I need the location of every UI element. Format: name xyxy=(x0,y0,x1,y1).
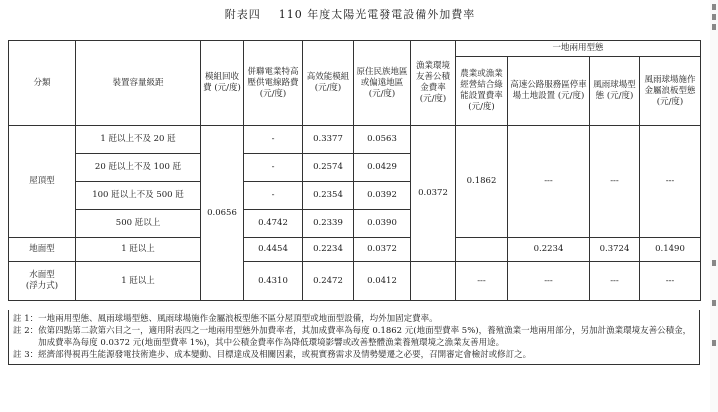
cell-capacity: 1 瓩以上 xyxy=(76,238,201,262)
header-agri: 農業或漁業經營結合綠能設置費率(元/度) xyxy=(456,57,508,126)
header-metal-roof: 風雨球場施作金屬浪板型態 (元/度) xyxy=(640,57,701,126)
cell-aboriginal: 0.0429 xyxy=(354,154,411,182)
note-tag: 註 2： xyxy=(13,326,39,336)
cell-highway: --- xyxy=(508,262,590,301)
cell-agri: --- xyxy=(456,262,508,301)
cell-efficiency: 0.2574 xyxy=(303,154,354,182)
cell-capacity: 1 瓩以上 xyxy=(76,262,201,301)
header-grid: 併聯電業特高壓供電線路費(元/度) xyxy=(244,41,303,126)
header-aboriginal: 原住民族地區或偏遠地區 (元/度) xyxy=(354,41,411,126)
cell-efficiency: 0.2354 xyxy=(303,182,354,210)
cell-rain-shelter: --- xyxy=(590,262,640,301)
cell-metal-roof: 0.1490 xyxy=(640,238,701,262)
cell-grid: - xyxy=(244,182,303,210)
table-number: 附表四 xyxy=(224,8,261,21)
cell-recycle: 0.0656 xyxy=(201,126,244,301)
note-item xyxy=(13,325,695,349)
table-row xyxy=(9,238,701,262)
cell-efficiency: 0.2472 xyxy=(303,262,354,301)
note-tag: 註 1： xyxy=(13,314,39,324)
cell-capacity: 20 瓩以上不及 100 瓩 xyxy=(76,154,201,182)
cell-rain-shelter: --- xyxy=(590,126,640,238)
cell-efficiency: 0.2339 xyxy=(303,210,354,238)
cell-aboriginal: 0.0392 xyxy=(354,182,411,210)
cell-grid: - xyxy=(244,126,303,154)
cell-aboriginal: 0.0372 xyxy=(354,238,411,262)
cell-fishery-fund xyxy=(411,262,456,301)
cell-efficiency: 0.3377 xyxy=(303,126,354,154)
cell-rain-shelter: 0.3724 xyxy=(590,238,640,262)
cell-grid: 0.4742 xyxy=(244,210,303,238)
table-title-text: 110 年度太陽光電發電設備外加費率 xyxy=(278,8,476,21)
header-fishery-fund: 漁業環境友善公積金費率 (元/度) xyxy=(411,41,456,126)
header-recycle: 模組回收費 (元/度) xyxy=(201,41,244,126)
table-row xyxy=(9,262,701,301)
cell-category: 水面型 (浮力式) xyxy=(9,262,76,301)
cell-agri: 0.1862 xyxy=(456,126,508,238)
note-item xyxy=(13,349,695,361)
cell-aboriginal: 0.0390 xyxy=(354,210,411,238)
cell-efficiency: 0.2234 xyxy=(303,238,354,262)
header-group-dual-use: 一地兩用型態 xyxy=(456,41,701,57)
cell-highway: 0.2234 xyxy=(508,238,590,262)
edge-mark xyxy=(712,300,716,306)
notes-section xyxy=(8,310,700,365)
header-category: 分類 xyxy=(9,41,76,126)
cell-grid: 0.4454 xyxy=(244,238,303,262)
table-title xyxy=(0,6,718,22)
edge-mark xyxy=(712,260,716,266)
cell-metal-roof: --- xyxy=(640,262,701,301)
note-tag: 註 3： xyxy=(13,350,39,360)
cell-grid: 0.4310 xyxy=(244,262,303,301)
edge-mark xyxy=(712,4,716,10)
cell-aboriginal: 0.0563 xyxy=(354,126,411,154)
cell-highway: --- xyxy=(508,126,590,238)
note-text: 依第四點第二款第六目之一，適用附表四之一地兩用型態外加費率者，其加成費率為每度 0.1862 元(地面型費率 5%)，養殖漁業一地兩用部分，另加計漁業環境友善公積金，加成費率為每度 0.0372 元(地面型費率 1%)，其中公積金費率作為降低環境影響或改善整體漁業養殖環境之漁業友善用途。 xyxy=(38,326,692,348)
cell-category: 地面型 xyxy=(9,238,76,262)
cell-capacity: 100 瓩以上不及 500 瓩 xyxy=(76,182,201,210)
header-highway: 高速公路服務區停車場土地設置 (元/度) xyxy=(508,57,590,126)
note-item xyxy=(13,313,695,325)
header-rain-shelter: 風雨球場型態 (元/度) xyxy=(590,57,640,126)
cell-metal-roof: --- xyxy=(640,126,701,238)
cell-aboriginal: 0.0412 xyxy=(354,262,411,301)
edge-mark xyxy=(712,24,716,30)
edge-mark xyxy=(712,14,716,20)
cell-category: 屋頂型 xyxy=(9,126,76,238)
cell-grid: - xyxy=(244,154,303,182)
cell-capacity: 500 瓩以上 xyxy=(76,210,201,238)
header-capacity: 裝置容量級距 xyxy=(76,41,201,126)
header-efficiency: 高效能模組 (元/度) xyxy=(303,41,354,126)
page-edge xyxy=(710,0,718,412)
note-text: 一地兩用型態、風雨球場型態、風雨球場施作金屬浪板型態不區分屋頂型或地面型設備，均外加固定費率。 xyxy=(38,314,438,324)
table-row xyxy=(9,126,701,154)
cell-agri xyxy=(456,238,508,262)
cell-capacity: 1 瓩以上不及 20 瓩 xyxy=(76,126,201,154)
fee-rate-table xyxy=(8,40,701,301)
cell-fishery-fund: 0.0372 xyxy=(411,126,456,262)
edge-mark xyxy=(712,340,716,346)
note-text: 經濟部得視再生能源發電技術進步、成本變動、目標達成及相關因素，或視實務需求及情勢變遷之必要，召開審定會檢討或修訂之。 xyxy=(38,350,532,360)
